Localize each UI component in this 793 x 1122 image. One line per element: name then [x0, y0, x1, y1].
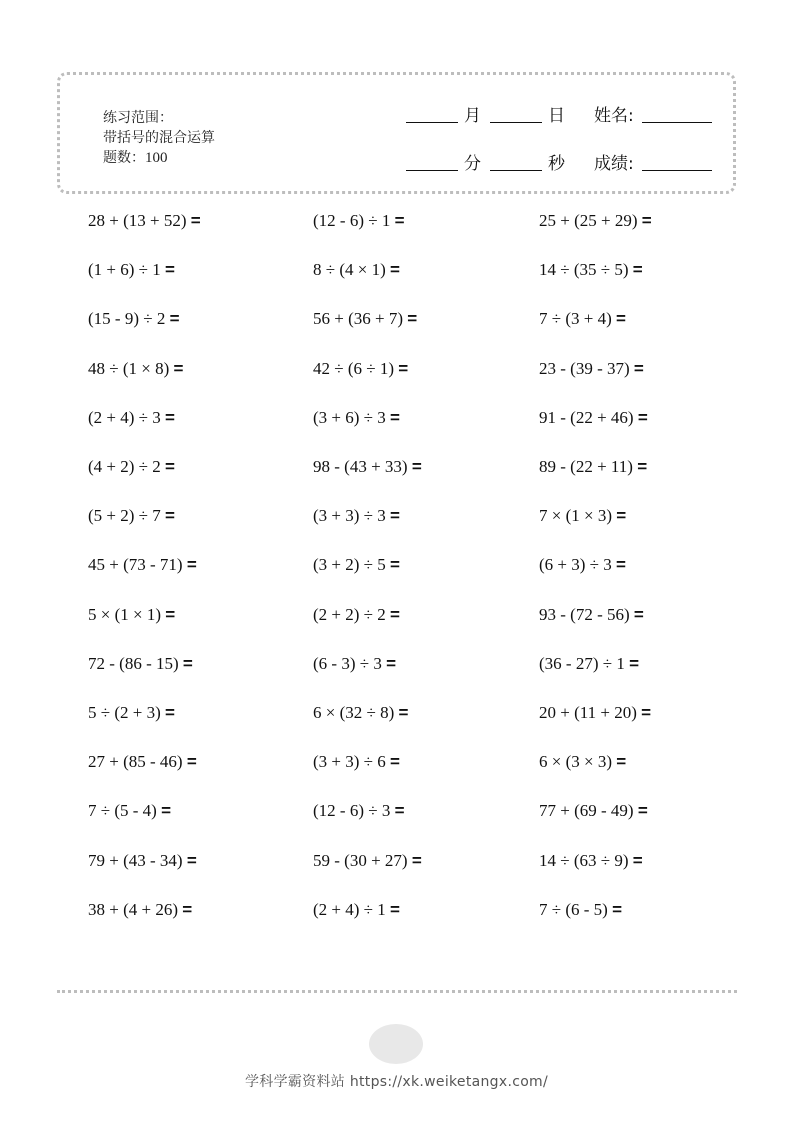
- problem-expression: (2 + 4) ÷ 1: [313, 899, 386, 919]
- problem-expression: 42 ÷ (6 ÷ 1): [313, 358, 394, 378]
- name-label: 姓名:: [594, 106, 634, 126]
- exercise-info: [103, 108, 215, 168]
- problem-expression: (12 - 6) ÷ 1: [313, 211, 391, 230]
- equals-sign: =: [165, 407, 175, 427]
- problem-expression: (3 + 3) ÷ 6: [313, 752, 386, 772]
- problem-expression: 93 - (72 - 56): [539, 604, 630, 624]
- equals-sign: =: [394, 801, 405, 821]
- problem-expression: (1 + 6) ÷ 1: [88, 260, 161, 280]
- problem-expression: 56 + (36 + 7): [313, 309, 403, 329]
- problem-item: [313, 703, 408, 723]
- problem-expression: 5 ÷ (2 + 3): [88, 703, 161, 722]
- month-label: 月: [464, 106, 481, 126]
- equals-sign: =: [173, 358, 184, 378]
- equals-sign: =: [186, 555, 197, 575]
- equals-sign: =: [632, 850, 643, 870]
- score-blank[interactable]: [642, 170, 712, 171]
- problem-item: [313, 260, 400, 280]
- day-blank[interactable]: [490, 122, 542, 123]
- equals-sign: =: [190, 211, 201, 230]
- problem-item: [88, 752, 197, 772]
- problem-item: [88, 703, 175, 723]
- problem-item: [313, 752, 400, 772]
- equals-sign: =: [165, 703, 175, 722]
- problem-item: [539, 703, 651, 723]
- problem-expression: (12 - 6) ÷ 3: [313, 801, 391, 821]
- problem-expression: (6 - 3) ÷ 3: [313, 653, 382, 673]
- equals-sign: =: [612, 899, 623, 919]
- problem-item: [313, 851, 422, 871]
- equals-sign: =: [165, 506, 175, 526]
- equals-sign: =: [637, 407, 648, 427]
- problem-item: [313, 605, 400, 625]
- problem-item: [88, 260, 175, 280]
- problem-item: [313, 506, 400, 526]
- equals-sign: =: [632, 260, 643, 280]
- problem-item: [88, 900, 192, 920]
- problem-expression: (2 + 2) ÷ 2: [313, 604, 386, 624]
- problem-expression: 77 + (69 - 49): [539, 801, 634, 821]
- problem-expression: 48 ÷ (1 × 8): [88, 358, 170, 378]
- problem-expression: 72 - (86 - 15): [88, 653, 179, 673]
- equals-sign: =: [407, 309, 418, 329]
- equals-sign: =: [390, 407, 400, 427]
- equals-sign: =: [186, 850, 197, 870]
- problem-item: [313, 654, 396, 674]
- problem-item: [539, 900, 622, 920]
- problem-item: [539, 359, 644, 379]
- problem-item: [88, 851, 197, 871]
- equals-sign: =: [390, 260, 400, 280]
- problem-expression: (3 + 6) ÷ 3: [313, 407, 386, 427]
- equals-sign: =: [398, 358, 409, 378]
- equals-sign: =: [616, 752, 627, 772]
- equals-sign: =: [633, 604, 644, 624]
- problem-expression: 7 ÷ (6 - 5): [539, 899, 608, 919]
- problem-item: [88, 309, 180, 329]
- count-label: 题数：: [103, 150, 145, 166]
- problem-item: [313, 900, 400, 920]
- equals-sign: =: [641, 703, 652, 722]
- equals-sign: =: [411, 457, 422, 476]
- problem-expression: 38 + (4 + 26): [88, 899, 178, 919]
- equals-sign: =: [390, 752, 400, 772]
- equals-sign: =: [616, 555, 626, 575]
- equals-sign: =: [165, 260, 175, 280]
- equals-sign: =: [616, 506, 627, 526]
- problem-item: [539, 457, 647, 477]
- topic-label: 带括号的混合运算: [103, 130, 215, 146]
- problem-item: [539, 408, 648, 428]
- problem-item: [313, 555, 400, 575]
- problem-item: [313, 408, 400, 428]
- equals-sign: =: [390, 899, 400, 919]
- problem-expression: (3 + 3) ÷ 3: [313, 506, 386, 526]
- equals-sign: =: [182, 653, 193, 673]
- problem-item: [539, 752, 626, 772]
- second-label: 秒: [548, 154, 565, 174]
- problem-item: [88, 359, 183, 379]
- equals-sign: =: [390, 604, 400, 624]
- problem-expression: 28 + (13 + 52): [88, 211, 187, 230]
- footer-divider: [57, 990, 737, 993]
- equals-sign: =: [390, 506, 400, 526]
- equals-sign: =: [398, 703, 409, 722]
- problem-item: [313, 801, 405, 821]
- equals-sign: =: [637, 801, 648, 821]
- equals-sign: =: [629, 653, 640, 673]
- problem-expression: 91 - (22 + 46): [539, 407, 634, 427]
- footer-site-text: 学科学霸资料站 https://xk.weiketangx.com/: [244, 1074, 549, 1090]
- problem-item: [313, 359, 408, 379]
- equals-sign: =: [386, 653, 397, 673]
- problem-expression: 20 + (11 + 20): [539, 703, 637, 722]
- problem-item: [539, 654, 639, 674]
- problem-expression: 7 ÷ (3 + 4): [539, 309, 612, 329]
- problem-item: [88, 605, 175, 625]
- equals-sign: =: [186, 752, 197, 772]
- problem-expression: (3 + 2) ÷ 5: [313, 555, 386, 575]
- problem-expression: 7 × (1 × 3): [539, 506, 612, 526]
- problem-expression: 8 ÷ (4 × 1): [313, 260, 386, 280]
- problem-item: [539, 309, 626, 329]
- problem-expression: 14 ÷ (63 ÷ 9): [539, 850, 629, 870]
- problem-expression: (5 + 2) ÷ 7: [88, 506, 161, 526]
- problem-item: [88, 654, 193, 674]
- equals-sign: =: [616, 309, 626, 329]
- question-count: [103, 148, 215, 168]
- problem-item: [539, 260, 643, 280]
- count-value: 100: [145, 150, 168, 166]
- problem-expression: (15 - 9) ÷ 2: [88, 309, 166, 329]
- minute-blank[interactable]: [406, 170, 458, 171]
- footer-oval: [369, 1024, 423, 1064]
- problem-item: [539, 801, 648, 821]
- problem-expression: 45 + (73 - 71): [88, 555, 183, 575]
- problem-expression: 6 × (3 × 3): [539, 752, 612, 772]
- month-blank[interactable]: [406, 122, 458, 123]
- problem-expression: (36 - 27) ÷ 1: [539, 653, 625, 673]
- equals-sign: =: [169, 309, 180, 329]
- problem-item: [313, 309, 417, 329]
- problem-item: [313, 457, 422, 477]
- problem-expression: (4 + 2) ÷ 2: [88, 457, 161, 476]
- problem-expression: (6 + 3) ÷ 3: [539, 555, 612, 575]
- header-box: [57, 72, 736, 194]
- problem-expression: 7 ÷ (5 - 4): [88, 801, 157, 821]
- score-label: 成绩:: [594, 154, 634, 174]
- problem-expression: 59 - (30 + 27): [313, 850, 408, 870]
- problem-item: [539, 851, 643, 871]
- equals-sign: =: [390, 555, 400, 575]
- problem-expression: 14 ÷ (35 ÷ 5): [539, 260, 629, 280]
- minute-label: 分: [464, 154, 481, 174]
- day-label: 日: [548, 106, 565, 126]
- problem-item: [88, 408, 175, 428]
- problem-item: [539, 605, 644, 625]
- problem-item: [88, 555, 197, 575]
- problem-expression: 6 × (32 ÷ 8): [313, 703, 395, 722]
- problem-item: [88, 211, 201, 231]
- equals-sign: =: [637, 457, 648, 476]
- problem-expression: (2 + 4) ÷ 3: [88, 407, 161, 427]
- equals-sign: =: [165, 604, 176, 624]
- name-blank[interactable]: [642, 122, 712, 123]
- equals-sign: =: [411, 850, 422, 870]
- range-label: 练习范围：: [103, 110, 173, 126]
- problem-item: [88, 801, 171, 821]
- equals-sign: =: [394, 211, 405, 230]
- problem-expression: 23 - (39 - 37): [539, 358, 630, 378]
- problem-item: [313, 211, 405, 231]
- problem-expression: 79 + (43 - 34): [88, 850, 183, 870]
- equals-sign: =: [633, 358, 644, 378]
- equals-sign: =: [165, 457, 175, 476]
- problem-expression: 98 - (43 + 33): [313, 457, 408, 476]
- problem-item: [539, 506, 626, 526]
- equals-sign: =: [641, 211, 652, 230]
- problem-expression: 27 + (85 - 46): [88, 752, 183, 772]
- equals-sign: =: [182, 899, 193, 919]
- problem-item: [88, 506, 175, 526]
- problem-item: [539, 211, 652, 231]
- equals-sign: =: [161, 801, 172, 821]
- problem-expression: 5 × (1 × 1): [88, 604, 161, 624]
- problem-expression: 89 - (22 + 11): [539, 457, 633, 476]
- problem-item: [88, 457, 175, 477]
- second-blank[interactable]: [490, 170, 542, 171]
- problem-expression: 25 + (25 + 29): [539, 211, 638, 230]
- problem-item: [539, 555, 626, 575]
